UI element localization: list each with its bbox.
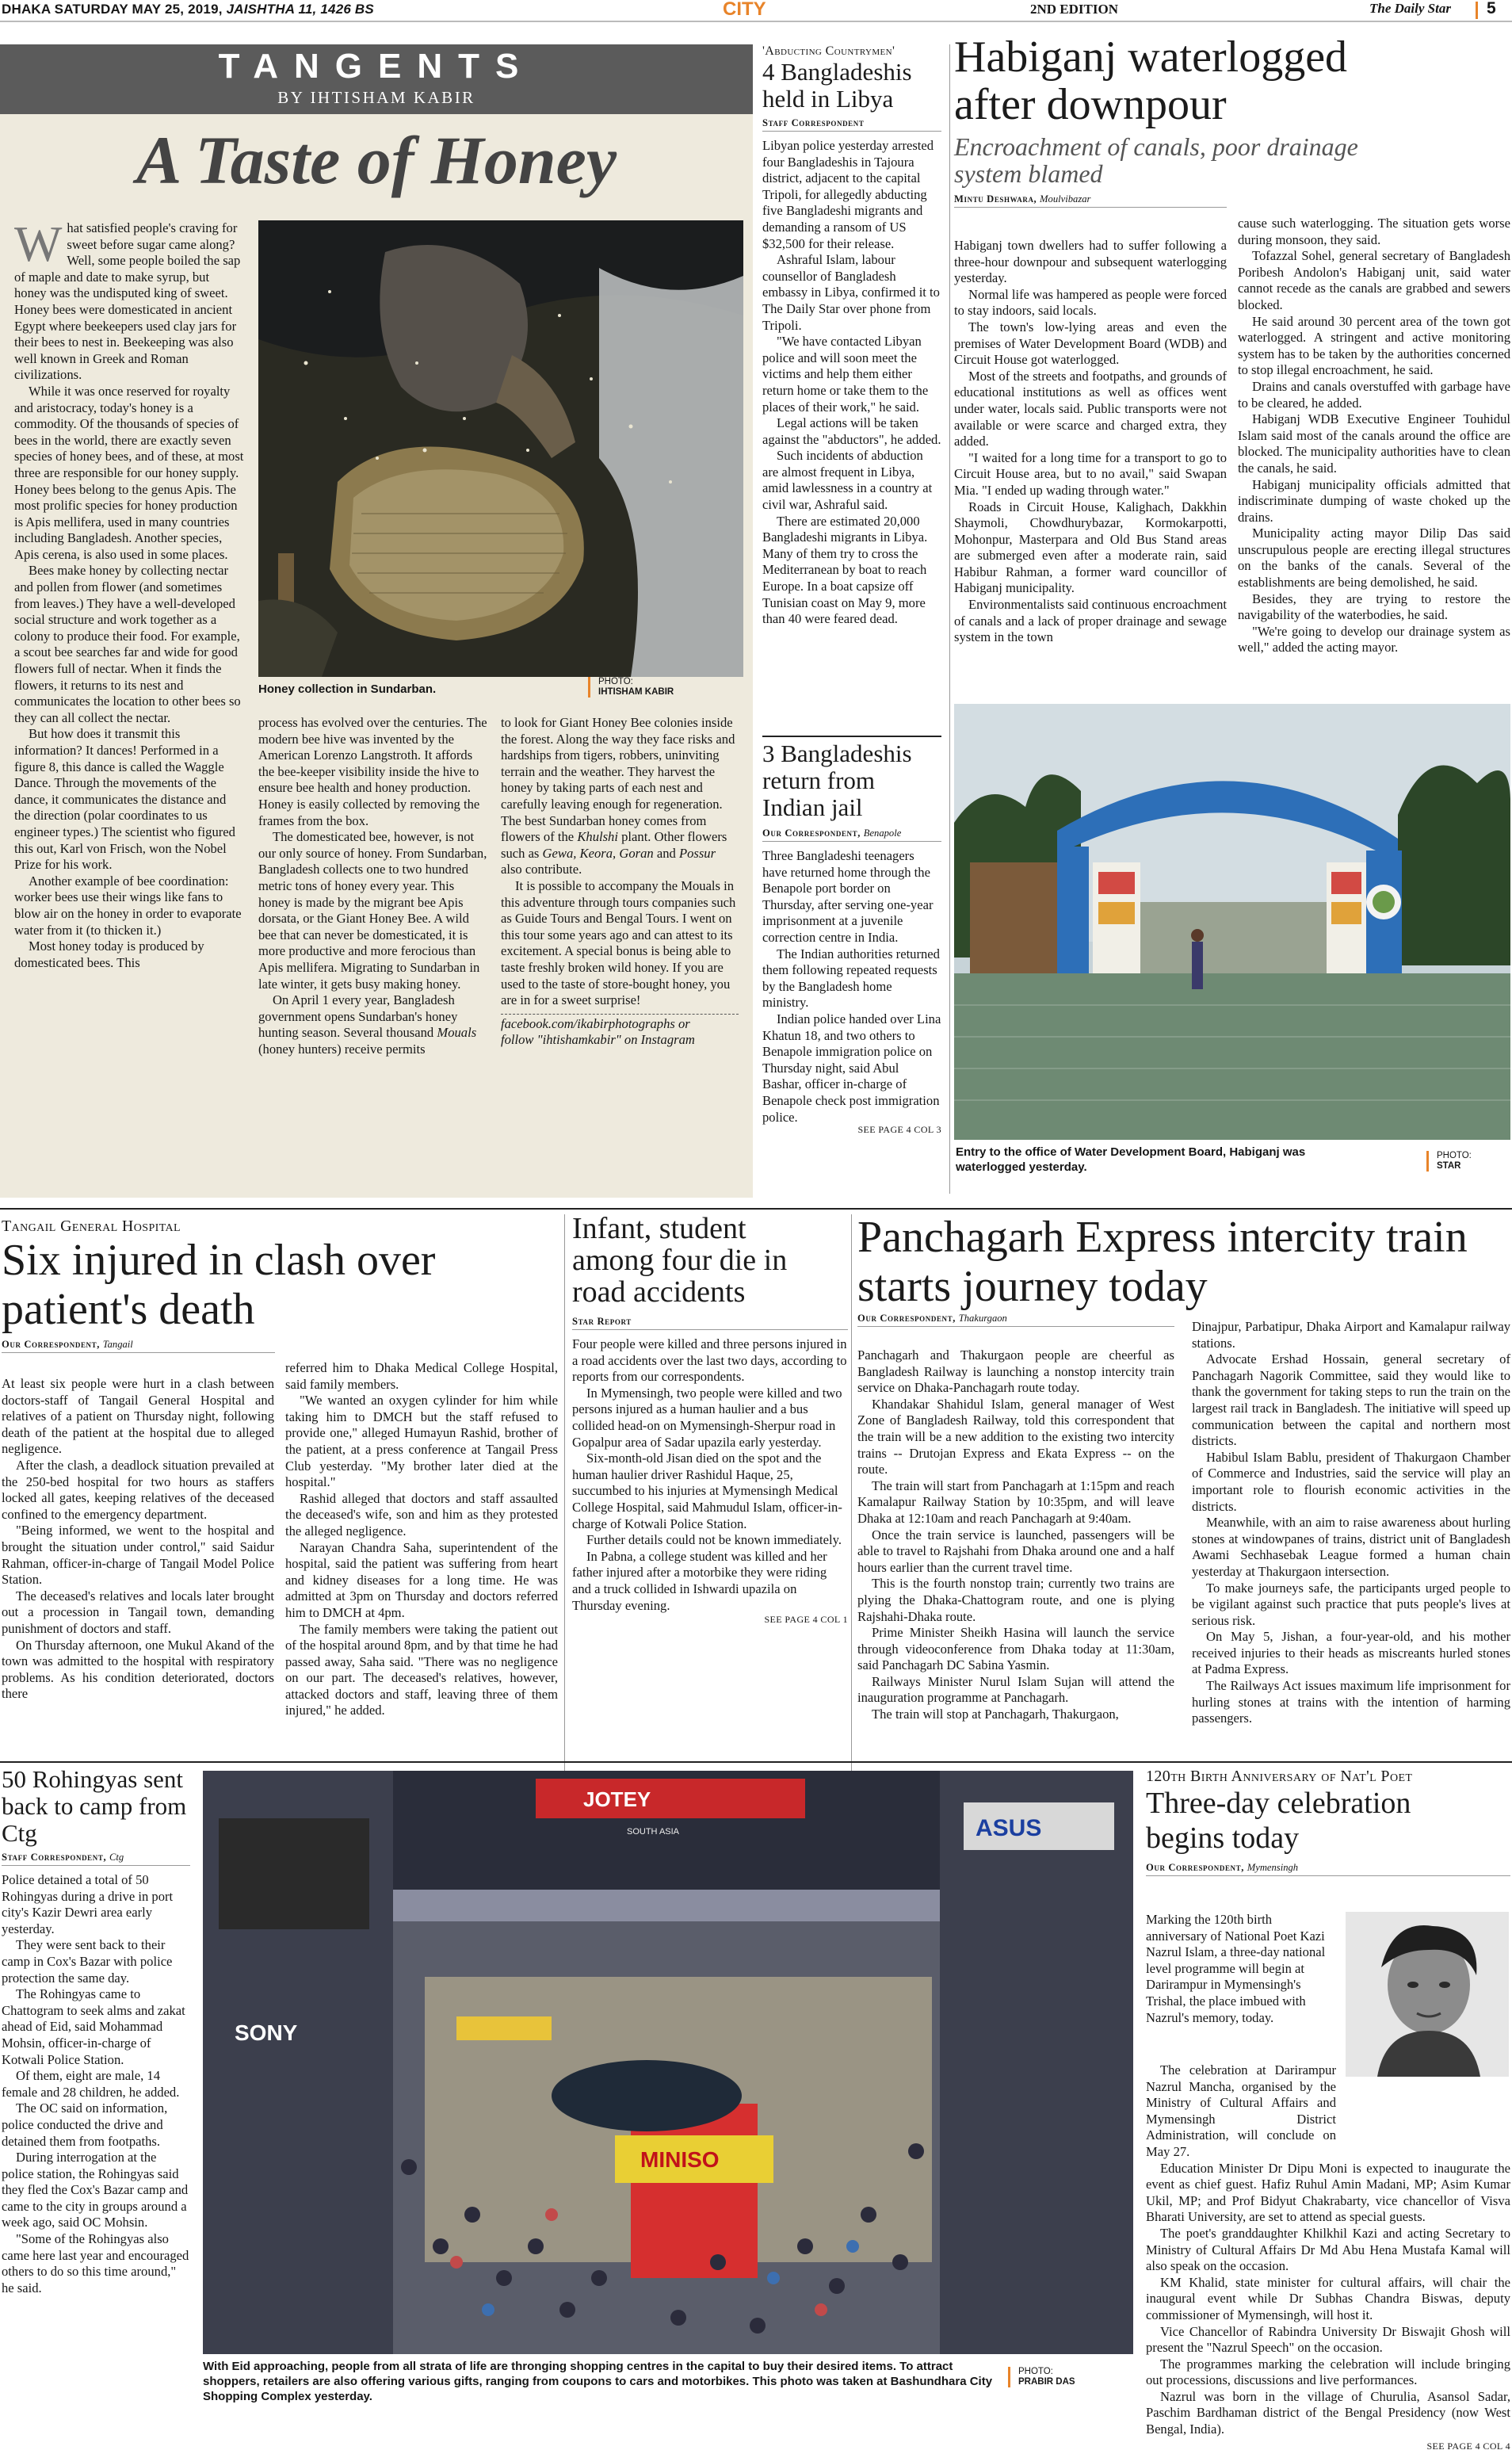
paragraph: During interrogation at the police station, the Rohingyas said they fled the Cox's Bazar camp and came to the city in groups around a week ago, said OC Mohsin.	[2, 2150, 189, 2230]
author-signature	[501, 1014, 739, 1049]
instagram-link[interactable]: follow "ihtishamkabir" on Instagram	[501, 1032, 695, 1048]
paragraph: Of them, eight are male, 14 female and 28 children, he added.	[2, 2068, 180, 2100]
byline-name: Mintu Deshwara,	[954, 193, 1037, 204]
accidents-headline: Infant, student among four die in road accidents	[572, 1212, 788, 1309]
byline-name: Our Correspondent,	[857, 1313, 956, 1324]
sign-asus: ASUS	[976, 1815, 1042, 1841]
paragraph: Such incidents of abduction are almost frequent in Libya, amid lawlessness in a country at civil war, Ashraful said.	[762, 448, 933, 513]
paragraph: Rashid alleged that doctors and staff assaulted the deceased's wife, son and him as they protested the alleged negligence.	[285, 1490, 558, 1539]
paragraph: Habiganj municipality officials admitted that indiscriminate dumping of waste choked up the drains.	[1238, 476, 1510, 525]
honeycomb-illustration	[258, 220, 743, 677]
sign-sony: SONY	[235, 2020, 298, 2045]
habiganj-story	[954, 33, 1509, 208]
italic-term: Mouals	[437, 1025, 477, 1041]
paragraph: Police detained a total of 50 Rohingyas during a drive in port city's Kazir Dewri area early yesterday.	[2, 1872, 174, 1936]
tangents-col3	[501, 715, 739, 1049]
section-divider	[0, 1208, 1512, 1210]
paragraph-part: plant. Other flowers such as	[501, 829, 727, 861]
paragraph: KM Khalid, state minister for cultural affairs, will chair the inaugural event while Dr Subhas Chandra Biswas, deputy commissioner of Mymensingh, will host it.	[1146, 2274, 1510, 2322]
libya-kicker: 'Abducting Countrymen'	[762, 44, 895, 58]
byline-name: Staff Correspondent,	[2, 1852, 107, 1863]
tangents-col1	[14, 216, 244, 971]
paragraph: Further details could not be known immediately.	[586, 1532, 842, 1548]
shopping-mall-illustration	[203, 1771, 1133, 2354]
paragraph: Six-month-old Jisan died on the spot and the human haulier driver Rashidul Haque, 25, succumbed to his injuries at Mymensingh Medical College Hospital, said Mahmudul Islam, officer-in-charge of Kotwali Police Station.	[572, 1451, 842, 1531]
paragraph: The family members were taking the patient out of the hospital around 8pm, and by that time he had passed away, Saha said. "There was no negligence on our part. The deceased's relatives, however, attacked doctors and staff, leaving three of them injured," he added.	[285, 1621, 558, 1718]
paragraph: The deceased's relatives and locals later brought out a procession in Tangail town, demanding punishment of doctors and staff.	[2, 1588, 274, 1636]
sign-miniso: MINISO	[640, 2147, 720, 2172]
paragraph: "We're going to develop our drainage system as well," added the acting mayor.	[1238, 623, 1510, 656]
paragraph: Railways Minister Nurul Islam Sujan will attend the inauguration programme at Panchagarh.	[857, 1673, 1174, 1706]
train-story	[857, 1213, 1510, 1327]
paragraph: "Being informed, we went to the hospital and brought the situation under control," said Saidur Rahman, officer-in-charge of Tangail Model Police Station.	[2, 1523, 274, 1588]
paragraph-part: also contribute.	[501, 862, 582, 877]
paragraph: There are estimated 20,000 Bangladeshi migrants in Libya. Many of them try to cross the Mediterranean by boat to reach Europe. In a boat capsize off Tunisian coast on May 9, more than 40 were feared dead.	[762, 513, 928, 627]
drop-cap: W	[14, 216, 63, 272]
paper-logo: The Daily Star	[1369, 1, 1451, 16]
paragraph: The train will start from Panchagarh at 1:15pm and reach Kamalapur Railway Station by 10:35pm, and will leave Dhaka at 12:10am and reach Panchagarh at 9:40am.	[857, 1477, 1174, 1526]
paragraph: But how does it transmit this information? It dances! Performed in a figure 8, this dance is called the Waggle Dance. Through the movements of the dance, it communicates the distance and the direction (polar coordinates to us engineer types.) The scientist who figured this out, Karl von Frisch, won the Nobel Prize for his work.	[14, 726, 235, 873]
credit-name: PRABIR DAS	[1018, 2377, 1075, 2387]
section-divider	[0, 1761, 1512, 1763]
rohingya-byline	[2, 1852, 190, 1866]
sign-jotey: JOTEY	[583, 1787, 651, 1811]
paragraph: On Thursday afternoon, one Mukul Akand of the town was admitted to the hospital with respiratory problems. As his condition deteriorated, doctors there	[2, 1637, 274, 1702]
paragraph: Most of the streets and footpaths, and grounds of educational institutions as well as offices went under water, locals said. Public transports were not available or were scarce and charged extra, they added.	[954, 368, 1227, 449]
paragraph: Indian police handed over Lina Khatun 18, and two others to Benapole immigration police on Thursday night, said Abul Bashar, officer in-charge of Benapole check post immigration police.	[762, 1011, 941, 1125]
paragraph: Advocate Ershad Hossain, general secretary of Panchagarh Nagorik Committee, said they would like to thank the government for taking steps to run the train on the largest rail track in Bangladesh. The initiative will speed up communication between the capital and northern most districts.	[1192, 1351, 1510, 1449]
paragraph: They were sent back to their camp in Cox's Bazar with police protection the same day.	[2, 1937, 173, 1986]
paragraph: Tofazzal Sohel, general secretary of Bangladesh Poribesh Andolon's Habiganj unit, said water cannot recede as the canals are grabbed and sewers blocked.	[1238, 248, 1510, 312]
paragraph: While it was once reserved for royalty and aristocracy, today's honey is a commodity. Of the thousands of species of bees in the world, there are exactly seven species of honey bees, and of these, at most three are responsible for our honey supply. Honey bees belong to the genus Apis. The most prolific species for honey production is Apis mellifera, used in many countries including Bangladesh. Another species, Apis cerena, is also used in some places.	[14, 383, 244, 562]
edition: 2ND EDITION	[1030, 2, 1118, 17]
divider	[762, 736, 941, 737]
tangents-headline: A Taste of Honey	[136, 122, 617, 198]
paragraph: Another example of bee coordination: worker bees use their wings like fans to blow air on the honey in order to evaporate water from it (to thicken it.)	[14, 873, 242, 938]
paragraph: Meanwhile, with an aim to raise awareness about hurling stones at windowpanes of trains, district unit of Bangladesh Awami Sechhasebak League formed a human chain yesterday at Thakurgaon intersection.	[1192, 1515, 1510, 1579]
paragraph: "We have contacted Libyan police and will soon meet the victims and help them either return home or take them to the places of their work," he said.	[762, 334, 929, 415]
paragraph: Normal life was hampered as people were forced to stay indoors, said locals.	[954, 286, 1227, 319]
paragraph: Narayan Chandra Saha, superintendent of the hospital, said the patient was suffering from heart and kidney diseases for a long time. He was admitted at 3pm on Thursday and doctors referred him to DMCH at 4pm.	[285, 1539, 558, 1620]
paragraph: Three Bangladeshi teenagers have returned home through the Benapole port border on Thursday, after serving one-year imprisonment at a juvenile correction centre in India.	[762, 848, 934, 945]
byline-place: Moulvibazar	[1040, 193, 1091, 204]
train-col1	[857, 1347, 1174, 1723]
sign-south-asia: SOUTH ASIA	[627, 1827, 680, 1837]
paragraph: Drains and canals overstuffed with garbage have to be cleared, he added.	[1238, 378, 1510, 411]
paragraph: "Some of the Rohingyas also came here last year and encouraged others to do so this time around," he said.	[2, 2231, 189, 2295]
byline-name: Our Correspondent,	[1146, 1862, 1244, 1873]
paragraph: It is possible to accompany the Mouals in this adventure through tours companies such as Guide Tours and Bengal Tours. I went on this tour some years ago and can attest to its excitement. A special bonus is being able to taste freshly broken wild honey. If you are used to the taste of store-bought honey, you are in for a sweet surprise!	[501, 877, 736, 1008]
rohingya-story	[2, 1766, 190, 2296]
italic-term: Gewa, Keora, Goran	[542, 845, 654, 861]
paragraph: Libyan police yesterday arrested four Bangladeshis in Tajoura district, adjacent to the capital Tripoli, for allegedly abducting five Bangladeshi migrants and demanding a ransom of US $32,500 for their release.	[762, 138, 934, 251]
mall-photo-credit	[1008, 2367, 1111, 2387]
paragraph: to look for Giant Honey Bee colonies inside the forest. Along the way they face risks and hardships from tigers, robbers, uninviting terrain and the weather. They harvest the honey by taking parts of each nest and carefully leaving enough for regeneration. The best Sundarban honey comes from flowers of the	[501, 715, 735, 845]
rohingya-headline: 50 Rohingyas sent back to camp from Ctg	[2, 1765, 187, 1847]
column-rule	[949, 44, 950, 1194]
nazrul-body	[1146, 2062, 1510, 2454]
habiganj-col2	[1238, 216, 1510, 656]
paragraph: Most honey today is produced by domesticated bees. This	[14, 938, 204, 970]
tangail-byline	[2, 1339, 275, 1353]
train-col2	[1192, 1319, 1510, 1727]
credit-name: IHTISHAM KABIR	[598, 687, 674, 697]
habiganj-col1	[954, 238, 1227, 646]
paragraph: This is the fourth nonstop train; currently two trains are plying the Dhaka-Chattogram route, and one is plying Rajshahi-Dhaka route.	[857, 1576, 1174, 1624]
nazrul-jump[interactable]: SEE PAGE 4 COL 4	[1426, 2440, 1510, 2452]
masthead-divider	[1476, 2, 1478, 19]
habiganj-byline	[954, 193, 1227, 208]
paragraph: On May 5, Jishan, a four-year-old, and his mother received injuries to their heads as miscreants hurled stones at Padma Express.	[1192, 1629, 1510, 1677]
nazrul-headline: Three-day celebration begins today	[1146, 1787, 1411, 1855]
credit-label: PHOTO:	[1437, 1151, 1472, 1160]
byline-place: Thakurgaon	[958, 1313, 1007, 1324]
credit-label: PHOTO:	[598, 677, 633, 686]
byline-place: Ctg	[109, 1852, 124, 1863]
italic-term: Khulshi	[577, 829, 618, 845]
credit-name: STAR	[1437, 1161, 1461, 1171]
paragraph: Besides, they are trying to restore the navigability of the waterbodies, he said.	[1238, 591, 1510, 623]
paragraph: Khandakar Shahidul Islam, general manager of West Zone of Bangladesh Railway, told this correspondent that the train will be a new addition to the existing two intercity trains -- Drutojan Express and Ekata Express -- on the route.	[857, 1396, 1174, 1477]
paragraph-tail: (honey hunters) receive permits	[258, 1041, 426, 1057]
paragraph: "We wanted an oxygen cylinder for him while taking him to DMCH but the staff refused to provide one," alleged Humayun Rashid, brother of the patient, at a press conference at Tangail Press Club yesterday. "My brother later died at the hospital."	[285, 1393, 558, 1490]
paragraph: referred him to Dhaka Medical College Hospital, said family members.	[285, 1360, 558, 1392]
paragraph: Panchagarh and Thakurgaon people are cheerful as Bangladesh Railway is launching a nonstop intercity train service on Dhaka-Panchagarh route today.	[857, 1347, 1174, 1396]
paragraph: The celebration at Darirampur Nazrul Mancha, organised by the Ministry of Cultural Affairs and Mymensingh District Administration, will conclude on May 27.	[1146, 2062, 1336, 2159]
accidents-story	[572, 1213, 848, 1626]
nazrul-portrait	[1346, 1912, 1509, 2077]
tangail-kicker: Tangail General Hospital	[2, 1217, 181, 1235]
paragraph: Four people were killed and three persons injured in a road accidents over the last two days, according to reports from our correspondents.	[572, 1336, 847, 1385]
accidents-byline: Star Report	[572, 1316, 848, 1330]
tangail-story	[2, 1217, 556, 1353]
paragraph: The poet's granddaughter Khilkhil Kazi and acting Secretary to Ministry of Cultural Affairs Dr Md Abu Hena Mustafa Kamal will also speak on the occasion.	[1146, 2225, 1510, 2274]
jail-headline: 3 Bangladeshis return from Indian jail	[762, 740, 912, 821]
paragraph: Municipality acting mayor Dilip Das said unscrupulous people are erecting illegal structures on the banks of the canals. Several of the establishments are being demolished, he said.	[1238, 526, 1510, 591]
paragraph: Marking the 120th birth anniversary of National Poet Kazi Nazrul Islam, a three-day national level programme will begin at Darirampur in Mymensingh's Trishal, the place imbued with Nazrul's memory, today.	[1146, 1912, 1326, 2025]
paragraph: hat satisfied people's craving for sweet before sugar came along? Well, some people boiled the sap of maple and date to make syrup, but honey was the undisputed king of sweet. Honey bees were domesticated in ancient Egypt where beekeepers used clay jars for their bees to nest in. Beekeeping was also well known in Greek and Roman civilizations.	[14, 220, 241, 383]
paragraph: The town's low-lying areas and even the premises of Water Development Board (WDB) and Circuit House got waterlogged.	[954, 319, 1227, 368]
paragraph: In Pabna, a college student was killed and her father injured after a motorbike they were riding and a truck collided in Ishwardi upazila on Thursday evening.	[572, 1548, 827, 1613]
paragraph: Prime Minister Sheikh Hasina will launch the service through videoconference from Dhaka today at 11:30am, said Panchagarh DC Sabina Yasmin.	[857, 1625, 1174, 1673]
train-byline	[857, 1313, 1174, 1327]
paragraph: Once the train service is launched, passengers will be able to travel to Rajshahi from Dhaka around one and a half hours earlier than the current travel time.	[857, 1527, 1174, 1575]
tangail-col1	[2, 1376, 274, 1703]
paragraph: The Railways Act issues maximum life imprisonment for hurling stones at trains with the intention of harming passengers.	[1192, 1678, 1510, 1726]
credit-label: PHOTO:	[1018, 2367, 1053, 2376]
paragraph: Roads in Circuit House, Kalighach, Dakkhin Shaymoli, Chowdhurybazar, Kormokarpotti, Mohonpur, Masterpara and Old Bus Stand areas are submerged even after a moderate rain, said Habibur Rahman, a former ward councillor of Habiganj municipality.	[954, 499, 1227, 596]
nazrul-kicker: 120th Birth Anniversary of Nat'l Poet	[1146, 1768, 1413, 1785]
jail-byline	[762, 828, 941, 842]
byline-place: Tangail	[102, 1339, 133, 1350]
mall-photo	[203, 1771, 1133, 2354]
tangail-headline: Six injured in clash over patient's death	[2, 1236, 436, 1334]
paragraph-part: and	[656, 845, 676, 861]
paragraph: Habiganj WDB Executive Engineer Touhidul Islam said most of the canals around the office are blocked. The municipality authorities have to clean the canals, he said.	[1238, 411, 1510, 476]
byline-name: Our Correspondent,	[762, 828, 861, 839]
paragraph: The domesticated bee, however, is not our only source of honey. From Sundarban, Bangladesh collects one to two hundred metric tons of honey every year. This honey is made by the migrant bee Apis dorsata, or the Giant Honey Bee. A wild bee that can never be domesticated, it is more productive and more ferocious than Apis mellifera. Migrating to Sundarban in late winter, it gets busy making honey.	[258, 829, 487, 992]
paragraph: The OC said on information, police conducted the drive and detained them from footpaths.	[2, 2100, 168, 2149]
paragraph: To make journeys safe, the participants urged people to be vigilant against such practice that puts people's lives at serious risk.	[1192, 1580, 1510, 1628]
paragraph: Habibul Islam Bablu, president of Thakurgaon Chamber of Commerce and Industries, said the service will play an important role to flourish economic activities in the districts.	[1192, 1449, 1510, 1514]
section-name: CITY	[723, 0, 766, 20]
dateline-bangla: JAISHTHA 11, 1426 BS	[226, 2, 374, 17]
jail-jump[interactable]: SEE PAGE 4 COL 3	[857, 1124, 941, 1136]
nazrul-story	[1146, 1768, 1510, 1876]
habiganj-photo	[954, 704, 1510, 1140]
jail-story	[762, 740, 941, 1136]
paragraph: Environmentalists said continuous encroachment of canals and a lack of proper drainage and sewage system in the town	[954, 597, 1227, 645]
masthead	[0, 0, 1512, 21]
paragraph: process has evolved over the centuries. The modern bee hive was invented by the American Lorenzo Langstroth. It affords the bee-keeper visibility inside the hive to ensure bee health and honey production. Honey is easily collected by removing the frames from the box.	[258, 715, 487, 828]
dateline: DHAKA SATURDAY MAY 25, 2019, JAISHTHA 11, 1426 BS	[2, 2, 374, 17]
nazrul-byline	[1146, 1862, 1510, 1876]
tangail-col2	[285, 1360, 558, 1719]
paragraph: The Rohingyas came to Chattogram to seek alms and zakat ahead of Eid, said Mohammad Mohsin, officer-in-charge of Kotwali Police Station.	[2, 1986, 185, 2067]
libya-byline: Staff Correspondent	[762, 117, 941, 132]
paragraph: Education Minister Dr Dipu Moni is expected to inaugurate the event as chief guest. Hafiz Ruhul Amin Madani, MP; Asim Kumar Ukil, MP; and Prof Bidyut Chakrabarty, vice chancellor of Visva Bharati University, are set to attend as special guests.	[1146, 2160, 1510, 2225]
honey-photo-caption: Honey collection in Sundarban.	[258, 682, 437, 696]
paragraph: The Indian authorities returned them following repeated requests by the Bangladesh home ministry.	[762, 946, 940, 1011]
column-rule	[851, 1214, 852, 1779]
paragraph: Legal actions will be taken against the "abductors", he added.	[762, 415, 941, 447]
paragraph: On April 1 every year, Bangladesh government opens Sundarban's honey hunting season. Several thousand	[258, 992, 458, 1041]
mall-photo-caption: With Eid approaching, people from all strata of life are thronging shopping centres in the capital to buy their desired items. To attract shoppers, retailers are also offering various gifts, ranging from coupons to cars and motorbikes. This photo was taken at Bashundhara City Shopping Complex yesterday.	[203, 2360, 993, 2403]
byline-name: Our Correspondent,	[2, 1339, 100, 1350]
habiganj-headline: Habiganj waterlogged after downpour	[954, 32, 1348, 129]
paragraph: He said around 30 percent area of the town got waterlogged. A stringent and active monitoring system has to be taken by the authorities concerned to stop illegal encroachment, he said.	[1238, 313, 1510, 378]
honey-photo	[258, 220, 743, 677]
habiganj-photo-caption: Entry to the office of Water Development Board, Habiganj was waterlogged yesterday.	[956, 1145, 1306, 1174]
paragraph: Ashraful Islam, labour counsellor of Bangladesh embassy in Libya, confirmed it to The Daily Star over phone from Tripoli.	[762, 252, 940, 333]
facebook-link[interactable]: facebook.com/ikabirphotographs or	[501, 1015, 690, 1031]
habiganj-subhead: Encroachment of canals, poor drainage system blamed	[954, 132, 1358, 188]
paragraph: After the clash, a deadlock situation prevailed at the 250-bed hospital for two hours as staffers locked all gates, keeping relatives of the deceased confined to the emergency department.	[2, 1457, 274, 1522]
tangents-title: TANGENTS	[218, 47, 535, 86]
paragraph: At least six people were hurt in a clash between doctors-staff of Tangail General Hospital and relatives of a patient on Thursday night, following death of the patient at the hospital due to alleged negligence.	[2, 1376, 274, 1457]
paragraph: "I waited for a long time for a transport to go to Circuit House area, but to no avail," said Swapan Mia. "I ended up wading through water."	[954, 449, 1227, 498]
habiganj-photo-credit	[1426, 1151, 1506, 1172]
waterlogged-gate-illustration	[954, 704, 1510, 1140]
tangents-col2	[258, 715, 488, 1057]
byline-place: Benapole	[863, 828, 902, 839]
paragraph: Nazrul was born in the village of Churulia, Asansol Sadar, Paschim Bardhaman district of the Bengal Presidency (now West Bengal, India).	[1146, 2388, 1510, 2437]
page-number: 5	[1487, 0, 1496, 17]
paragraph: Vice Chancellor of Rabindra University Dr Biswajit Ghosh will present the "Nazrul Speech" on the occasion.	[1146, 2323, 1510, 2356]
paragraph: Dinajpur, Parbatipur, Dhaka Airport and Kamalapur railway stations.	[1192, 1319, 1510, 1351]
paragraph: The train will stop at Panchagarh, Thakurgaon,	[872, 1707, 1119, 1722]
italic-term: Possur	[678, 845, 716, 861]
nazrul-lead	[1146, 1912, 1336, 2026]
paragraph: The programmes marking the celebration will include bringing out processions, discussions and live performances.	[1146, 2356, 1510, 2388]
paragraph: Bees make honey by collecting nectar and pollen from flower (and sometimes from leaves.) They have a well-developed social structure and work together as a colony to produce their food. For example, a scout bee searches far and wide for good flowers full of nectar. When it finds the flowers, it returns to its nest and communicates the location to other bees so they can all collect the nectar.	[14, 563, 241, 725]
paragraph: In Mymensingh, two people were killed and two persons injured as a human haulier and a bus collided head-on on Mymensingh-Sherpur road in Gopalpur area of Sadar upazila early yesterday.	[572, 1385, 842, 1450]
column-rule	[564, 1214, 565, 1779]
masthead-rule	[0, 21, 1512, 22]
poet-portrait-illustration	[1346, 1912, 1509, 2077]
paragraph: cause such waterlogging. The situation gets worse during monsoon, they said.	[1238, 216, 1510, 247]
byline-place: Mymensingh	[1247, 1862, 1299, 1873]
tangents-byline: BY IHTISHAM KABIR	[277, 88, 475, 107]
train-headline: Panchagarh Express intercity train starts journey today	[857, 1213, 1468, 1311]
paragraph: Habiganj town dwellers had to suffer following a three-hour downpour and subsequent waterlogging yesterday.	[954, 238, 1227, 286]
libya-headline: 4 Bangladeshis held in Libya	[762, 58, 912, 113]
honey-photo-credit	[588, 677, 731, 698]
libya-story	[762, 44, 941, 628]
accidents-jump[interactable]: SEE PAGE 4 COL 1	[764, 1614, 848, 1626]
